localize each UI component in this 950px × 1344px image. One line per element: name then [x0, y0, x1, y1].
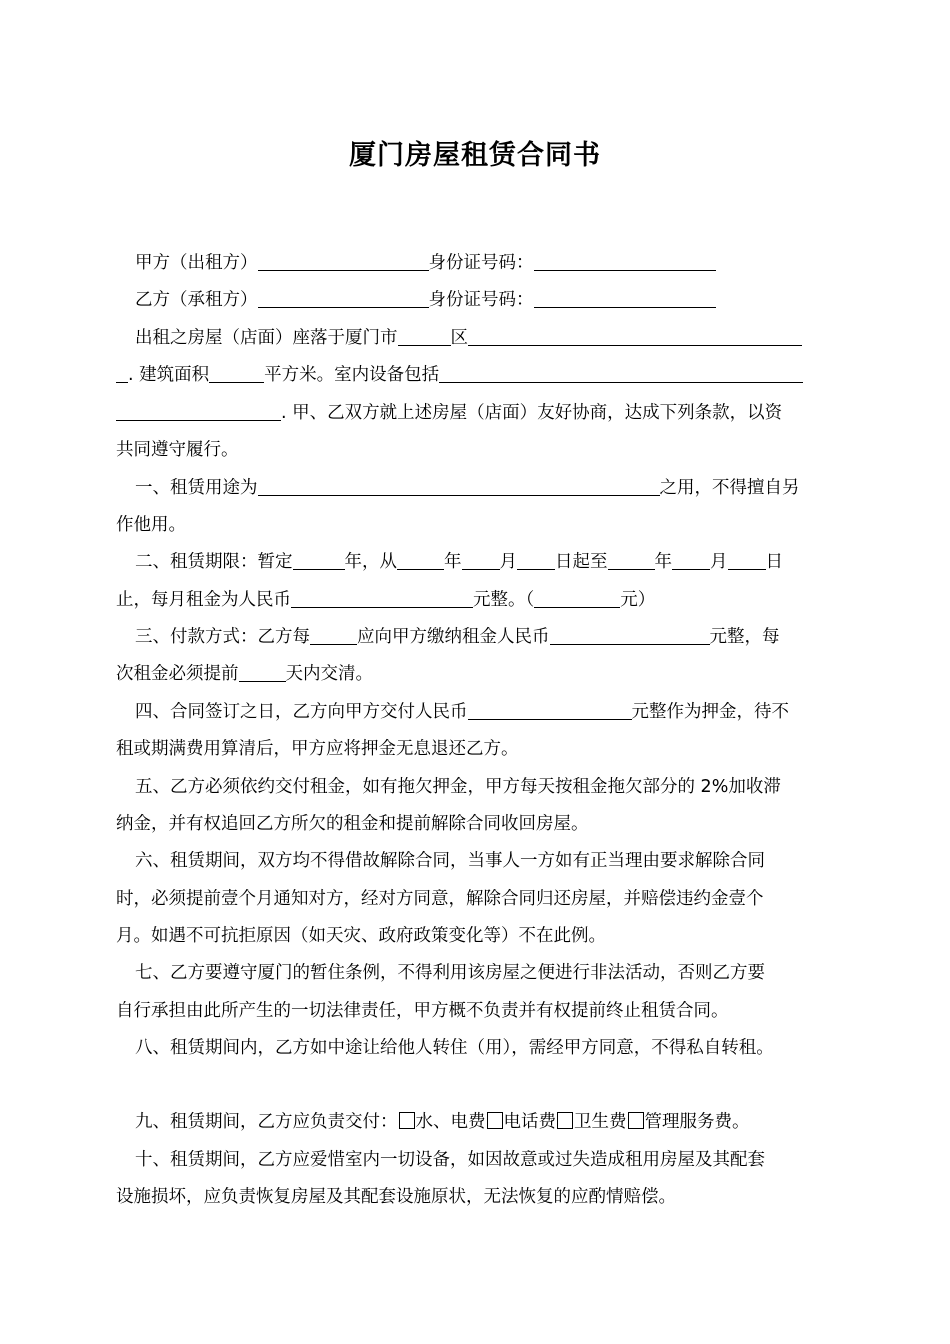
intro-end-line	[0, 435, 950, 465]
party-a-id-blank[interactable]	[534, 251, 716, 271]
address-blank[interactable]	[468, 326, 802, 346]
payment-amount-blank[interactable]	[550, 625, 710, 645]
clause-2-line-1	[0, 547, 950, 577]
purpose-blank[interactable]	[258, 476, 660, 496]
clause-10-line-2	[0, 1182, 950, 1212]
clause-5-text-b: 纳金，并有权追回乙方所欠的租金和提前解除合同收回房屋。	[116, 814, 589, 834]
yuan-close: 元）	[620, 590, 656, 610]
phone-fee-checkbox[interactable]	[487, 1112, 503, 1129]
party-a-line	[0, 248, 950, 278]
party-b-id-label: 身份证号码：	[428, 290, 534, 310]
equipment-blank-cont[interactable]	[116, 401, 281, 421]
clause-2-text: 二、租赁期限：暂定	[135, 552, 293, 572]
district-blank[interactable]	[398, 326, 451, 346]
party-a-label: 甲方（出租方）	[135, 253, 258, 273]
phone-fee-label: 电话费	[503, 1112, 556, 1132]
clause-1-line-1	[0, 473, 950, 503]
management-fee-label: 管理服务费。	[644, 1112, 750, 1132]
end-year-blank[interactable]	[608, 550, 655, 570]
clause-7-line-2	[0, 996, 950, 1026]
clause-6-line-2	[0, 884, 950, 914]
clause-9-text: 九、租赁期间，乙方应负责交付：	[135, 1112, 398, 1132]
clause-3-text-d: 次租金必须提前	[116, 664, 239, 684]
intro-end: 共同遵守履行。	[116, 440, 239, 460]
end-day-blank[interactable]	[728, 550, 766, 570]
area-blank[interactable]	[209, 363, 264, 383]
party-b-line	[0, 285, 950, 315]
end-month-blank[interactable]	[672, 550, 710, 570]
term-years-blank[interactable]	[293, 550, 345, 570]
party-b-id-blank[interactable]	[534, 288, 716, 308]
year-label: 年	[654, 552, 672, 572]
clause-3-text-e: 天内交清。	[285, 664, 373, 684]
intro-line	[0, 398, 950, 428]
page-title: 厦门房屋租赁合同书	[349, 140, 601, 171]
clause-6-text-c: 月。如遇不可抗拒原因（如天灾、政府政策变化等）不在此例。	[116, 926, 606, 946]
water-electric-checkbox[interactable]	[399, 1112, 415, 1129]
clause-10-line-1	[0, 1145, 950, 1175]
start-year-blank[interactable]	[397, 550, 444, 570]
month-label: 月	[499, 552, 517, 572]
clause-3-text: 三、付款方式：乙方每	[135, 627, 310, 647]
clause-2-line-2	[0, 585, 950, 615]
equipment-blank[interactable]	[439, 363, 803, 383]
clause-3-line-2	[0, 659, 950, 689]
from-label: ，从	[362, 552, 397, 572]
intro-rest: . 甲、乙双方就上述房屋（店面）友好协商，达成下列条款，以资	[281, 403, 783, 423]
clause-1-text-c: 作他用。	[116, 515, 186, 535]
clause-6-line-1	[0, 846, 950, 876]
day-label: 日	[765, 552, 783, 572]
clause-10-text-b: 设施损坏，应负责恢复房屋及其配套设施原状，无法恢复的应酌情赔偿。	[116, 1187, 676, 1207]
clause-9-line-1	[0, 1107, 950, 1137]
area-prefix: . 建筑面积	[128, 365, 210, 385]
clause-4-line-2	[0, 734, 950, 764]
clause-3-line-1	[0, 622, 950, 652]
clause-7-text-b: 自行承担由此所产生的一切法律责任，甲方概不负责并有权提前终止租赁合同。	[116, 1001, 729, 1021]
hygiene-fee-label: 卫生费	[574, 1112, 627, 1132]
clause-10-text: 十、租赁期间，乙方应爱惜室内一切设备，如因故意或过失造成租用房屋及其配套	[135, 1150, 765, 1170]
clause-1-text-b: 之用，不得擅自另	[659, 478, 800, 498]
hygiene-fee-checkbox[interactable]	[557, 1112, 573, 1129]
rent-figure-blank[interactable]	[534, 588, 620, 608]
payment-days-blank[interactable]	[239, 662, 286, 682]
district-label: 区	[450, 328, 468, 348]
month-label: 月	[710, 552, 728, 572]
year-label: 年	[444, 552, 462, 572]
party-b-label: 乙方（承租方）	[135, 290, 258, 310]
clause-3-text-c: 元整，每	[709, 627, 780, 647]
water-electric-label: 水、电费	[415, 1112, 486, 1132]
clause-1-line-2	[0, 510, 950, 540]
day-to-label: 日起至	[555, 552, 608, 572]
address-blank-cont[interactable]	[116, 363, 128, 383]
clause-6-text: 六、租赁期间，双方均不得借故解除合同，当事人一方如有正当理由要求解除合同	[135, 851, 765, 871]
clause-1-text: 一、租赁用途为	[135, 478, 258, 498]
clause-3-text-b: 应向甲方缴纳租金人民币	[357, 627, 550, 647]
monthly-rent-blank[interactable]	[291, 588, 473, 608]
location-line	[0, 323, 950, 353]
start-month-blank[interactable]	[462, 550, 500, 570]
party-a-name-blank[interactable]	[258, 251, 429, 271]
party-b-name-blank[interactable]	[258, 288, 429, 308]
clause-4-text: 四、合同签订之日，乙方向甲方交付人民币	[135, 702, 468, 722]
party-a-id-label: 身份证号码：	[428, 253, 534, 273]
clause-8-line-1	[0, 1033, 950, 1063]
area-line	[0, 360, 950, 390]
management-fee-checkbox[interactable]	[628, 1112, 644, 1129]
clause-6-text-b: 时，必须提前壹个月通知对方，经对方同意，解除合同归还房屋，并赔偿违约金壹个	[116, 889, 764, 909]
clause-8-text: 八、租赁期间内，乙方如中途让给他人转住（用），需经甲方同意，不得私自转租。	[135, 1038, 774, 1058]
start-day-blank[interactable]	[517, 550, 555, 570]
clause-5-line-1	[0, 772, 950, 802]
clause-7-text: 七、乙方要遵守厦门的暂住条例，不得利用该房屋之便进行非法活动，否则乙方要	[135, 963, 765, 983]
clause-4-line-1	[0, 697, 950, 727]
year-label: 年	[344, 552, 362, 572]
clause-4-text-b: 元整作为押金，待不	[631, 702, 789, 722]
deposit-blank[interactable]	[468, 700, 632, 720]
clause-2-text-d: 元整。（	[473, 590, 535, 610]
clause-5-line-2	[0, 809, 950, 839]
clause-7-line-1	[0, 958, 950, 988]
clause-2-text-c: 止，每月租金为人民币	[116, 590, 291, 610]
clause-4-text-c: 租或期满费用算清后，甲方应将押金无息退还乙方。	[116, 739, 519, 759]
clause-6-line-3	[0, 921, 950, 951]
clause-5-text: 五、乙方必须依约交付租金，如有拖欠押金，甲方每天按租金拖欠部分的 2%加收滞	[135, 777, 781, 797]
location-prefix: 出租之房屋（店面）座落于厦门市	[135, 328, 398, 348]
payment-period-blank[interactable]	[310, 625, 357, 645]
area-unit: 平方米。室内设备包括	[264, 365, 440, 385]
